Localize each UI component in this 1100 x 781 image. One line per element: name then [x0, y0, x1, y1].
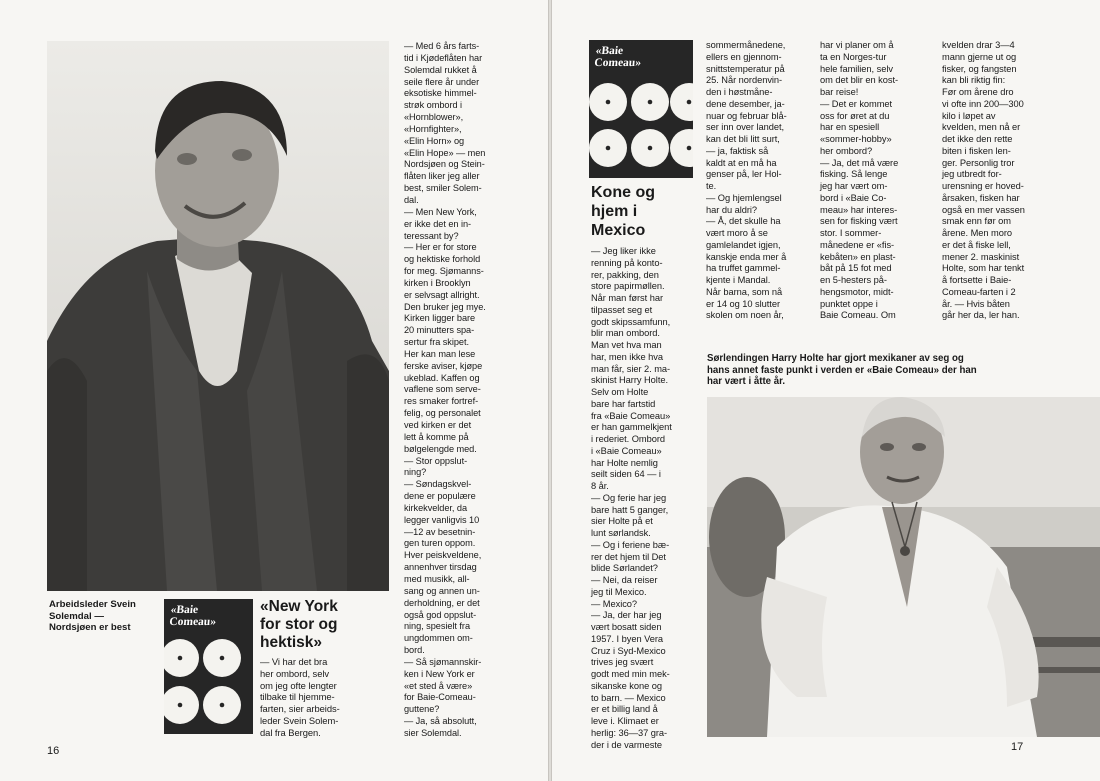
logo-title: «Baie Comeau»	[593, 45, 642, 69]
baie-comeau-logo	[589, 40, 693, 178]
photo-caption: Sørlendingen Harry Holte har gjort mexikaner av seg og hans annet faste punkt i verden er «Baie Comeau» der han har vært i åtte år.	[707, 353, 977, 387]
photo-caption: Arbeidsleder Svein Solemdal — Nordsjøen er best	[49, 599, 136, 633]
text-column-a: — Vi har det bra her ombord, selv om jeg ofte lengter tilbake til hjemme- farten, sier arbeids- leder Svein Solem- dal fra Bergen.	[260, 656, 340, 738]
text-column-1: — Jeg liker ikke renning på konto- rer, pakking, den store papirmøllen. Når man først har tilpasset seg et godt skipssamfunn, blir man ombord. Man vet hva man har, men ikke hva man får, sier 2. ma- skinist Harry Holte. Selv om Holte bare har fartstid fra «Baie Comeau» er han gammelkjent i rederiet. Ombord i «Baie Comeau» har Holte nemlig seilt siden 64 — i 8 år. — Og ferie har jeg bare hatt 5 ganger, sier Holte på et lunt sørlandsk. — Og i feriene bæ- rer det hjem til Det blide Sørlandet? — Nei, da reiser jeg til Mexico. — Mexico? — Ja, der har jeg vært bosatt siden 1957. I byen Vera Cruz i Syd-Mexico trives jeg svært godt med min mek- sikanske kone og to barn. — Mexico er et billig land å leve i. Klimaet er herlig: 36—37 gra- der i de varmeste	[591, 246, 672, 750]
logo-portholes-icon	[589, 80, 693, 176]
logo-portholes-icon	[164, 637, 253, 731]
portrait-photo-svein-solemdal	[47, 41, 389, 591]
page-number: 17	[1011, 741, 1024, 753]
text-column-3: har vi planer om å ta en Norges-tur hele familien, selv om det blir en kost- bar reise! — Det er kommet oss for øret at du har en spesiell «sommer-hobby» her ombord? — Ja, det må være fisking. Så lenge jeg har vært om- bord i «Baie Co- meau» har interes- sen for fisking vært stor. I sommer- månedene er «fis- kebåten» en plast- båt på 15 fot med en 5-hesters på- hengsmotor, midt- punktet oppe i Baie Comeau. Om	[820, 40, 899, 321]
right-page	[552, 0, 1100, 781]
article-headline: «New York for stor og hektisk»	[260, 598, 338, 651]
text-column-4: kvelden drar 3—4 mann gjerne ut og fisker, og fangsten kan bli riktig fin: Før om årene dro vi ofte inn 200—300 kilo i løpet av kvelden, men nå er det ikke den rette biten i fisken len- ger. Personlig tror jeg utbredt for- urensning er hoved- årsaken, fisken har også en mer vassen smak enn før om årene. Men moro er det å fiske lell, mener 2. maskinist Holte, som har tenkt å fortsette i Baie- Comeau-farten i 2 år. — Hvis båten går her da, ler han.	[942, 40, 1025, 321]
portrait-photo-harry-holte	[707, 397, 1100, 737]
text-column-b: — Med 6 års farts- tid i Kjødeflåten har Solemdal rukket å seile flere år under eksotiske himmel- strøk ombord i «Hornblower», «Hornfighter», «Elin Horn» og «Elin Hope» — men Nordsjøen og Stein- flåten liker jeg aller best, smiler Solem- dal. — Men New York, er ikke det en in- teressant by? — Her er for store og hektiske forhold for meg. Sjømanns- kirken i Brooklyn er selvsagt allright. Den bruker jeg mye. Kirken ligger bare 20 minutters spa- sertur fra skipet. Her kan man lese ferske aviser, kjøpe ukeblad. Kaffen og vaflene som serve- res smaker fortref- felig, og personalet ved kirken er det lett å komme på bølgelengde med. — Stor oppslut- ning? — Søndagskvel- dene er populære kirkekvelder, da legger vanligvis 10 —12 av besetnin- gen turen oppom. Hver peiskveldene, annenhver tirsdag med musikk, all- sang og annen un- derholdning, er det også god oppslut- ning, spesielt fra ungdommen om- bord. — Så sjømannskir- ken i New York er «et sted å være» for Baie-Comeau- guttene? — Ja, så absolutt, sier Solemdal.	[404, 41, 486, 738]
article-headline: Kone og hjem i Mexico	[591, 184, 655, 239]
logo-title: «Baie Comeau»	[168, 604, 217, 628]
baie-comeau-logo	[164, 599, 253, 734]
text-column-2: sommermånedene, ellers en gjennom- snittstemperatur på 25. Når nordenvin- den i høstmåne- dene desember, ja- nuar og februar blå- ser inn over landet, kan det bli litt surt, — ja, faktisk så kaldt at en må ha genser på, ler Hol- te. — Og hjemlengsel har du aldri? — Å, det skulle ha vært moro å se gamlelandet igjen, kanskje enda mer å ha truffet gammel- kjente i Mandal. Når barna, som nå er 14 og 10 slutter skolen om noen år,	[706, 40, 787, 321]
left-page	[0, 0, 548, 781]
page-number: 16	[47, 745, 60, 757]
